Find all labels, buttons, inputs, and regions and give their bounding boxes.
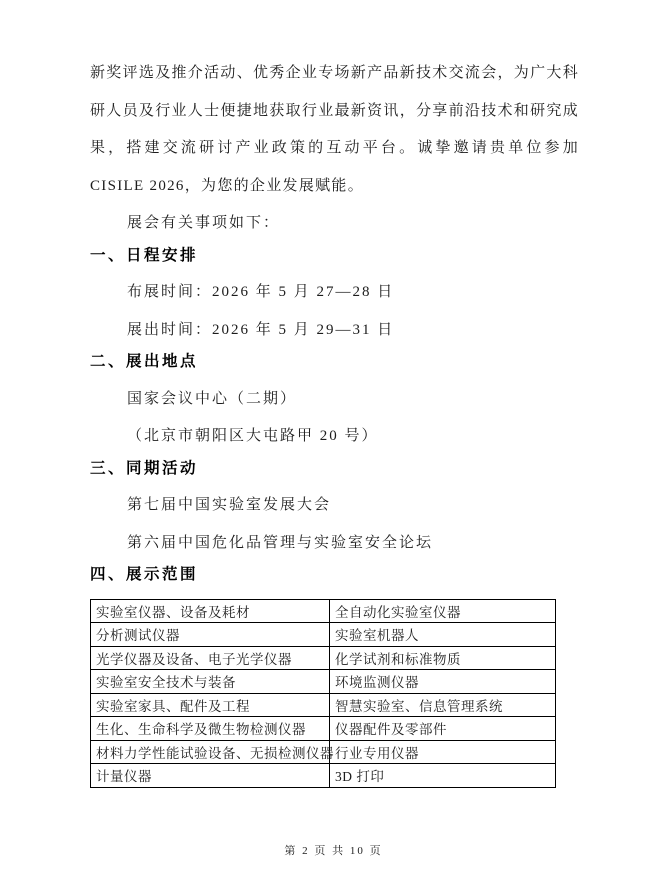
- table-row: [91, 623, 556, 647]
- table-cell: 实验室家具、配件及工程: [91, 693, 330, 717]
- page-number: 第 2 页 共 10 页: [284, 845, 383, 857]
- section-heading-schedule: 一、日程安排: [90, 246, 199, 264]
- table-cell: 光学仪器及设备、电子光学仪器: [91, 646, 330, 670]
- page-footer: [0, 842, 667, 858]
- section-heading-concurrent-events: 三、同期活动: [90, 459, 199, 477]
- table-cell: 智慧实验室、信息管理系统: [330, 693, 556, 717]
- lead-in-line: 展会有关事项如下：: [127, 215, 281, 231]
- table-row: [91, 740, 556, 764]
- table-row: [91, 670, 556, 694]
- table-cell: 生化、生命科学及微生物检测仪器: [91, 717, 330, 741]
- section-exhibition-scope: [90, 556, 579, 788]
- table-row: [91, 599, 556, 623]
- table-cell: 实验室安全技术与装备: [91, 670, 330, 694]
- table-cell: 环境监测仪器: [330, 670, 556, 694]
- section-location: [90, 343, 579, 456]
- section-item: 第六届中国危化品管理与实验室安全论坛: [127, 534, 434, 551]
- section-item: （北京市朝阳区大屯路甲 20 号）: [127, 428, 379, 444]
- table-row: [91, 646, 556, 670]
- table-row: [91, 764, 556, 788]
- table-cell: 全自动化实验室仪器: [330, 599, 556, 623]
- table-row: [91, 693, 556, 717]
- table-cell: 化学试剂和标准物质: [330, 646, 556, 670]
- table-cell: 实验室仪器、设备及耗材: [91, 599, 330, 623]
- table-cell: 计量仪器: [91, 764, 330, 788]
- table-cell: 仪器配件及零部件: [330, 717, 556, 741]
- intro-paragraph: 新奖评选及推介活动、优秀企业专场新产品新技术交流会，为广大科研人员及行业人士便捷地获取行业最新资讯，分享前沿技术和研究成果，搭建交流研讨产业政策的互动平台。诚挚邀请贵单位参加 CISILE 2026，为您的企业发展赋能。: [90, 65, 580, 194]
- table-cell: 行业专用仪器: [330, 740, 556, 764]
- table-row: [91, 717, 556, 741]
- table-cell: 实验室机器人: [330, 623, 556, 647]
- section-concurrent-events: [90, 450, 579, 563]
- section-heading-exhibition-scope: 四、展示范围: [90, 566, 199, 583]
- section-item: 国家会议中心（二期）: [127, 390, 298, 407]
- scope-table: [90, 599, 556, 788]
- section-item: 展出时间：2026 年 5 月 29—31 日: [127, 321, 395, 338]
- table-cell: 3D 打印: [330, 764, 556, 788]
- table-cell: 分析测试仪器: [91, 623, 330, 647]
- section-item: 第七届中国实验室发展大会: [127, 497, 332, 513]
- section-heading-location: 二、展出地点: [90, 353, 199, 370]
- section-schedule: [90, 237, 579, 350]
- table-cell: 材料力学性能试验设备、无损检测仪器: [91, 740, 330, 764]
- section-item: 布展时间：2026 年 5 月 27—28 日: [127, 284, 395, 300]
